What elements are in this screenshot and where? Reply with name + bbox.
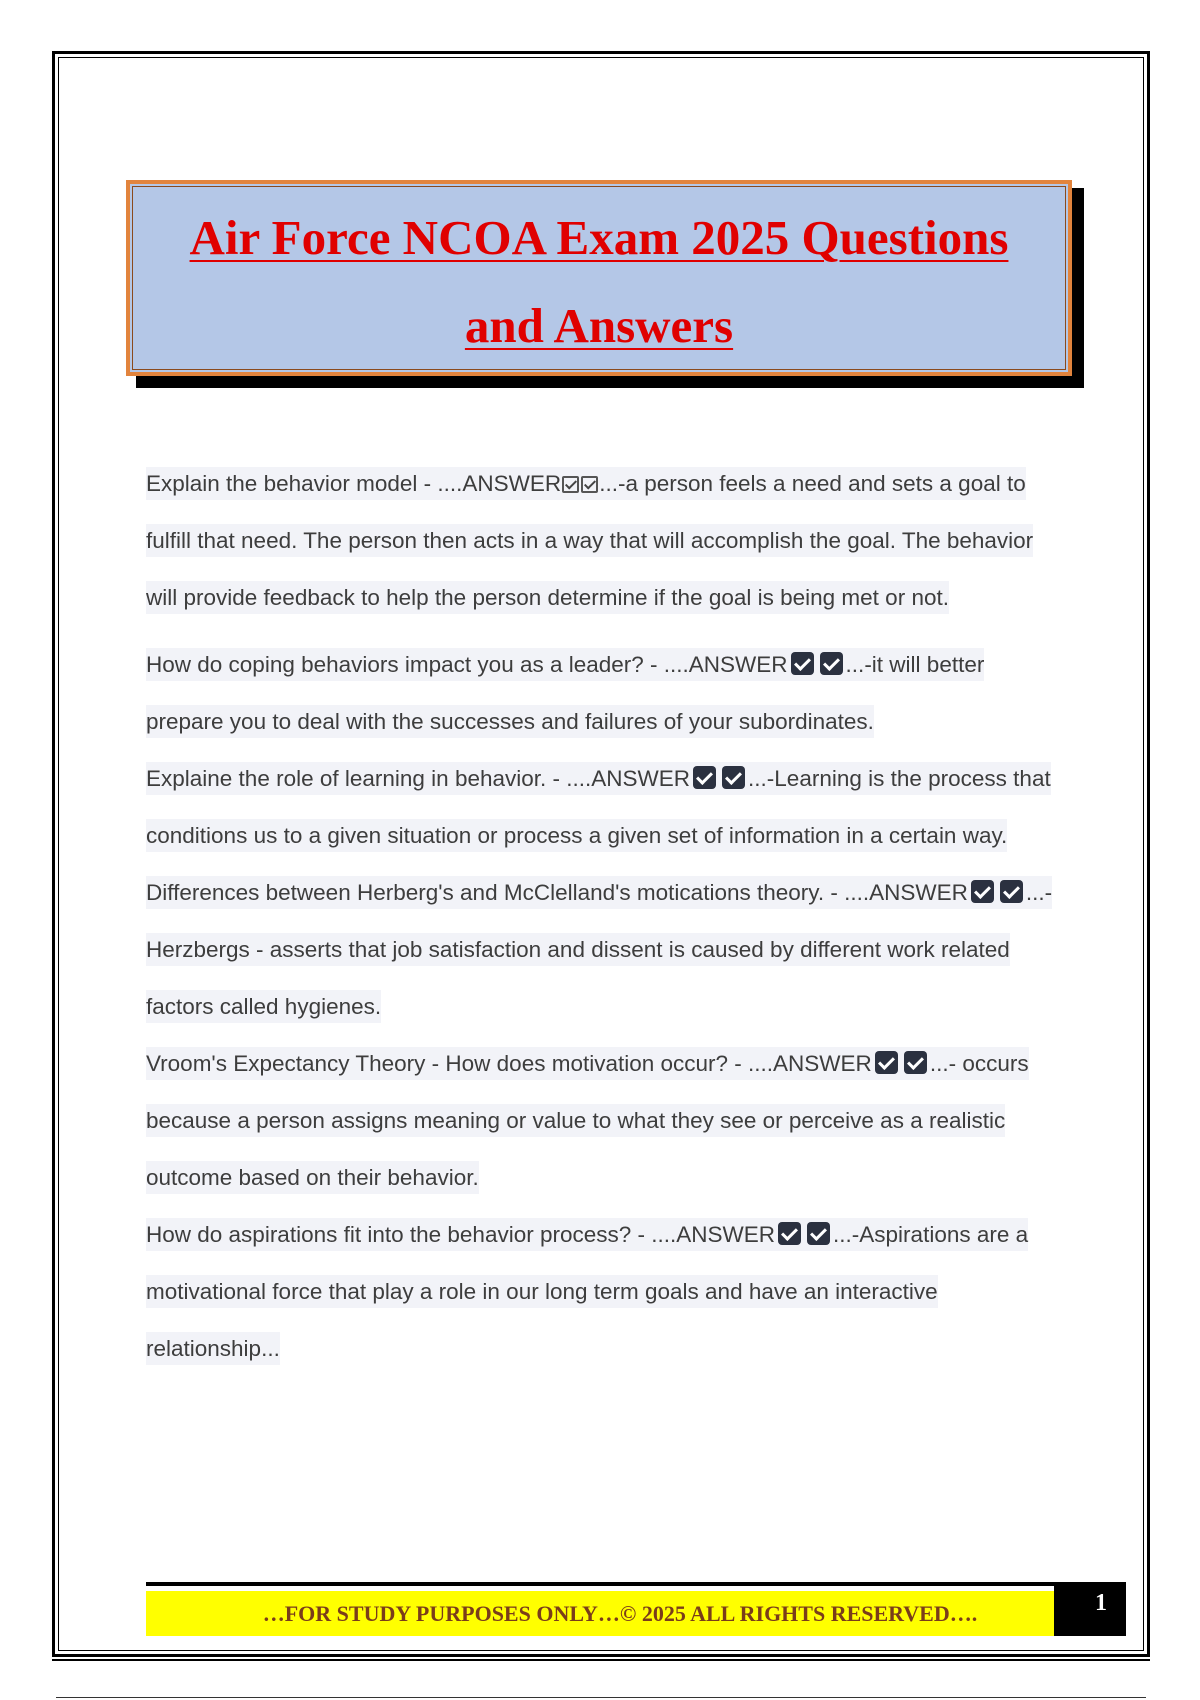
qa-question: How do aspirations fit into the behavior process? - ....ANSWER [146, 1222, 776, 1247]
qa-question: How do coping behaviors impact you as a leader? - ....ANSWER [146, 652, 788, 677]
qa-suffix: ... [1025, 880, 1045, 905]
checkbox-checked-icon [791, 652, 814, 675]
page-number-box [1054, 1582, 1126, 1636]
qa-answer: -Herzbergs - asserts that job satisfaction and dissent is caused by different work related factors called hygienes. [146, 880, 1053, 1019]
qa-answer: -Aspirations are a motivational force that play a role in our long term goals and have an interactive relationship... [146, 1222, 1029, 1361]
checkbox-checked-icon [971, 880, 994, 903]
qa-item [146, 1035, 1066, 1206]
document-title [158, 194, 1040, 370]
footer-top-rule [146, 1582, 1054, 1586]
qa-answer: -Learning is the process that conditions us to a given situation or process a given set of information in a certain way. [146, 766, 1051, 848]
title-box [126, 180, 1072, 376]
qa-item [146, 455, 1066, 626]
qa-suffix: ... [748, 766, 767, 791]
checkbox-checked-icon [820, 652, 843, 675]
checkbox-checked-icon [778, 1222, 801, 1245]
qa-list [146, 455, 1066, 1377]
checkbox-checked-icon [722, 766, 745, 789]
checkbox-checked-icon [562, 476, 579, 493]
qa-suffix: ... [845, 652, 865, 677]
qa-answer: - occurs because a person assigns meaning or value to what they see or perceive as a realistic outcome based on their behavior. [146, 1051, 1029, 1190]
checkbox-checked-icon [875, 1051, 898, 1074]
qa-suffix: ... [833, 1222, 852, 1247]
qa-question: Differences between Herberg's and McClelland's motications theory. - ....ANSWER [146, 880, 968, 905]
qa-suffix: ... [929, 1051, 949, 1076]
qa-question: Vroom's Expectancy Theory - How does motivation occur? - ....ANSWER [146, 1051, 872, 1076]
qa-question: Explain the behavior model - ....ANSWER [146, 471, 562, 496]
qa-answer: -it will better prepare you to deal with the successes and failures of your subordinates. [146, 652, 985, 734]
page-border-bottom-rule [52, 1659, 1150, 1661]
qa-answer: -a person feels a need and sets a goal to fulfill that need. The person then acts in a way that will accomplish the goal. The behavior will provide feedback to help the person determine if the goal is being met or not. [146, 471, 1034, 610]
title-line-2: and Answers [464, 298, 734, 353]
checkbox-checked-icon [693, 766, 716, 789]
checkbox-checked-icon [904, 1051, 927, 1074]
qa-item [146, 864, 1066, 1035]
qa-item [146, 636, 1066, 750]
page-number: 1 [1095, 1590, 1107, 1616]
qa-item [146, 750, 1066, 864]
page-bottom-divider [56, 1697, 1146, 1698]
checkbox-checked-icon [581, 476, 598, 493]
footer-copyright: …FOR STUDY PURPOSES ONLY…© 2025 ALL RIGHTS RESERVED…. [262, 1601, 978, 1626]
qa-question: Explaine the role of learning in behavior. - ....ANSWER [146, 766, 691, 791]
footer-band [146, 1591, 1054, 1636]
checkbox-checked-icon [807, 1222, 830, 1245]
qa-suffix: ... [599, 471, 618, 496]
qa-item [146, 1206, 1066, 1377]
title-line-1: Air Force NCOA Exam 2025 Questions [189, 210, 1009, 265]
checkbox-checked-icon [1000, 880, 1023, 903]
